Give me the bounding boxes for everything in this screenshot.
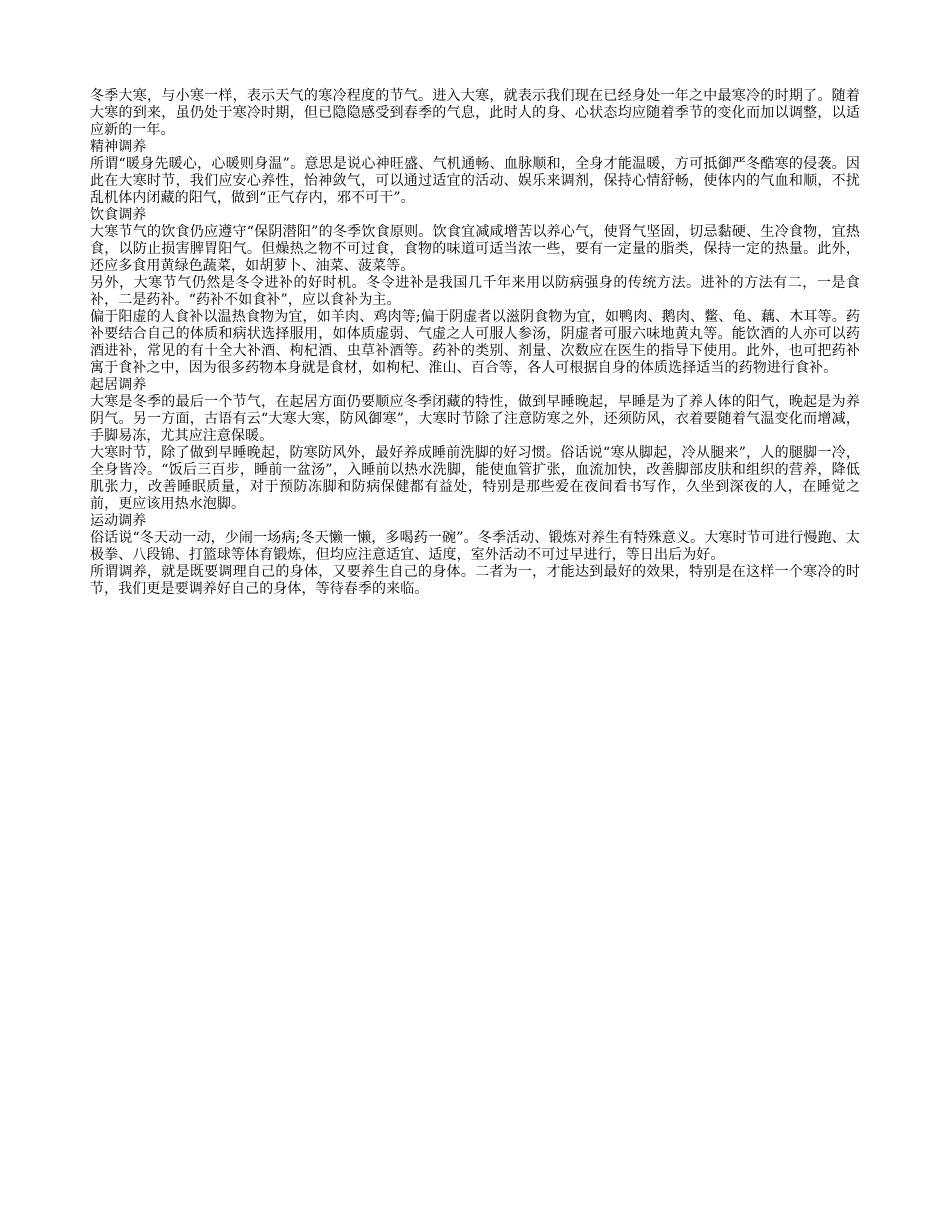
document-body — [90, 88, 860, 598]
section-heading-mental: 精神调养 — [90, 139, 147, 155]
section-heading-diet: 饮食调养 — [90, 207, 147, 223]
section-heading-exercise: 运动调养 — [90, 513, 147, 529]
exercise-paragraph-1: 俗话说“冬天动一动，少闹一场病;冬天懒一懒，多喝药一碗”。冬季活动、锻炼对养生有特殊意义。大寒时节可进行慢跑、太极拳、八段锦、打篮球等体育锻炼，但均应注意适宜、适度，室外活动不可过早进行，等日出后为好。 — [90, 530, 860, 563]
exercise-paragraph-2: 所谓调养，就是既要调理自己的身体，又要养生自己的身体。二者为一，才能达到最好的效果，特别是在这样一个寒冷的时节，我们更是要调养好自己的身体，等待春季的来临。 — [90, 564, 860, 597]
daily-life-paragraph-1: 大寒是冬季的最后一个节气，在起居方面仍要顺应冬季闭藏的特性，做到早睡晚起，早睡是为了养人体的阳气，晚起是为养阴气。另一方面，古语有云“大寒大寒，防风御寒”，大寒时节除了注意防寒之外，还须防风，衣着要随着气温变化而增减，手脚易冻，尤其应注意保暖。 — [90, 394, 860, 444]
mental-paragraph-1: 所谓“暖身先暖心，心暖则身温”。意思是说心神旺盛、气机通畅、血脉顺和，全身才能温暖，方可抵御严冬酷寒的侵袭。因此在大寒时节，我们应安心养性，怡神敛气，可以通过适宜的活动、娱乐来调剂，保持心情舒畅，使体内的气血和顺，不扰乱机体内闭藏的阳气，做到“正气存内，邪不可干”。 — [90, 156, 860, 206]
section-heading-daily-life: 起居调养 — [90, 377, 147, 393]
daily-life-paragraph-2: 大寒时节，除了做到早睡晚起，防寒防风外，最好养成睡前洗脚的好习惯。俗话说“寒从脚起，冷从腿来”，人的腿脚一冷，全身皆冷。“饭后三百步，睡前一盆汤”，入睡前以热水洗脚，能使血管扩张，血流加快，改善脚部皮肤和组织的营养，降低肌张力，改善睡眠质量，对于预防冻脚和防病保健都有益处，特别是那些爱在夜间看书写作，久坐到深夜的人，在睡觉之前，更应该用热水泡脚。 — [90, 445, 860, 512]
diet-paragraph-3: 偏于阳虚的人食补以温热食物为宜，如羊肉、鸡肉等;偏于阴虚者以滋阴食物为宜，如鸭肉、鹅肉、鳖、龟、藕、木耳等。药补要结合自己的体质和病状选择服用，如体质虚弱、气虚之人可服人参汤，阴虚者可服六味地黄丸等。能饮酒的人亦可以药酒进补，常见的有十全大补酒、枸杞酒、虫草补酒等。药补的类别、剂量、次数应在医生的指导下使用。此外，也可把药补寓于食补之中，因为很多药物本身就是食材，如枸杞、淮山、百合等，各人可根据自身的体质选择适当的药物进行食补。 — [90, 309, 860, 376]
diet-paragraph-1: 大寒节气的饮食仍应遵守“保阴潜阳”的冬季饮食原则。饮食宜减咸增苦以养心气，使肾气坚固，切忌黏硬、生冷食物，宜热食，以防止损害脾胃阳气。但燥热之物不可过食，食物的味道可适当浓一些，要有一定量的脂类，保持一定的热量。此外，还应多食用黄绿色蔬菜，如胡萝卜、油菜、菠菜等。 — [90, 224, 860, 274]
intro-paragraph: 冬季大寒，与小寒一样，表示天气的寒冷程度的节气。进入大寒，就表示我们现在已经身处一年之中最寒冷的时期了。随着大寒的到来，虽仍处于寒冷时期，但已隐隐感受到春季的气息，此时人的身、心状态均应随着季节的变化而加以调整，以适应新的一年。 — [90, 88, 860, 138]
diet-paragraph-2: 另外，大寒节气仍然是冬令进补的好时机。冬令进补是我国几千年来用以防病强身的传统方法。进补的方法有二，一是食补，二是药补。“药补不如食补”，应以食补为主。 — [90, 275, 860, 308]
